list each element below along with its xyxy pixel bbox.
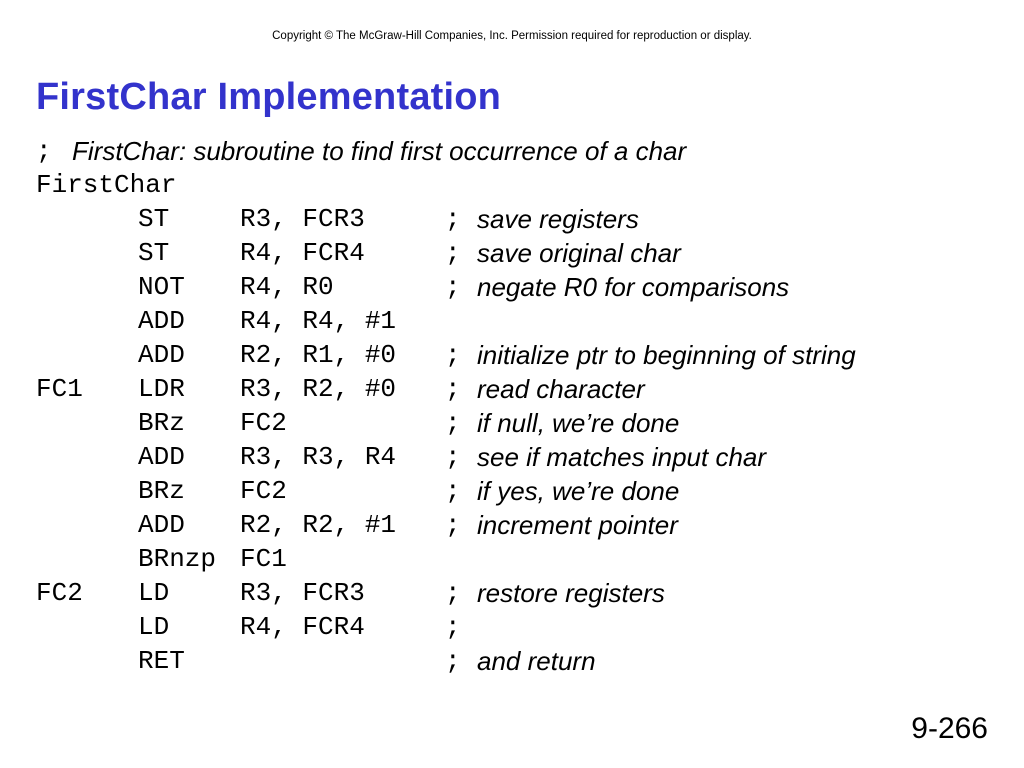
code-operands: FC1 — [240, 544, 287, 574]
code-operands: R4, R0 — [240, 272, 334, 302]
code-line — [36, 372, 856, 406]
code-semicolon: ; — [445, 408, 461, 438]
code-line — [36, 644, 856, 678]
code-operands: FC2 — [240, 476, 287, 506]
code-semicolon: ; — [445, 204, 461, 234]
code-opcode: BRz — [138, 408, 185, 438]
code-line — [36, 508, 856, 542]
code-semicolon: ; — [445, 340, 461, 370]
code-comment: negate R0 for comparisons — [477, 271, 790, 302]
code-operands: R3, FCR3 — [240, 578, 365, 608]
code-operands: R2, R1, #0 — [240, 340, 397, 370]
code-opcode: BRz — [138, 476, 185, 506]
code-operands: R4, R4, #1 — [240, 306, 397, 336]
code-semicolon: ; — [445, 374, 461, 404]
code-line — [36, 236, 856, 270]
code-line — [36, 474, 856, 508]
code-operands: R3, R2, #0 — [240, 374, 397, 404]
code-line — [36, 610, 856, 644]
code-label: FC1 — [36, 374, 83, 404]
code-semicolon: ; — [445, 442, 461, 472]
code-opcode: ADD — [138, 340, 185, 370]
code-operands: R3, FCR3 — [240, 204, 365, 234]
code-line — [36, 576, 856, 610]
code-comment: see if matches input char — [477, 441, 767, 472]
header-comment-line — [36, 134, 856, 168]
assembly-listing — [36, 134, 856, 678]
code-semicolon: ; — [445, 476, 461, 506]
code-opcode: NOT — [138, 272, 185, 302]
code-comment: if yes, we’re done — [477, 475, 680, 506]
code-line — [36, 202, 856, 236]
code-semicolon: ; — [445, 510, 461, 540]
code-line — [36, 304, 856, 338]
code-opcode: ADD — [138, 510, 185, 540]
code-comment: if null, we’re done — [477, 407, 680, 438]
code-opcode: LD — [138, 612, 170, 642]
code-comment: increment pointer — [477, 509, 678, 540]
code-opcode: BRnzp — [138, 544, 217, 574]
code-semicolon: ; — [445, 272, 461, 302]
code-operands: R4, FCR4 — [240, 612, 365, 642]
copyright-notice: Copyright © The McGraw-Hill Companies, Inc. Permission required for reproduction or display. — [272, 30, 752, 42]
code-semicolon: ; — [445, 238, 461, 268]
code-opcode: ST — [138, 204, 170, 234]
code-opcode: LD — [138, 578, 170, 608]
slide-title: FirstChar Implementation — [36, 76, 502, 118]
code-comment: save original char — [477, 237, 681, 268]
header-comment-text: FirstChar: subroutine to find first occurrence of a char — [72, 135, 687, 166]
code-comment: restore registers — [477, 577, 665, 608]
header-comment-semicolon: ; — [36, 136, 52, 166]
code-comment: read character — [477, 373, 645, 404]
code-opcode: ADD — [138, 442, 185, 472]
code-line — [36, 440, 856, 474]
code-line — [36, 406, 856, 440]
instruction-lines — [36, 202, 856, 678]
code-opcode: RET — [138, 646, 185, 676]
code-comment: save registers — [477, 203, 639, 234]
code-line — [36, 542, 856, 576]
page-number: 9-266 — [911, 712, 988, 745]
code-semicolon: ; — [445, 578, 461, 608]
code-operands: FC2 — [240, 408, 287, 438]
routine-label-line — [36, 168, 856, 202]
routine-label: FirstChar — [36, 170, 177, 200]
code-comment: initialize ptr to beginning of string — [477, 339, 856, 370]
code-semicolon: ; — [445, 646, 461, 676]
code-comment: and return — [477, 645, 596, 676]
code-label: FC2 — [36, 578, 83, 608]
code-operands: R4, FCR4 — [240, 238, 365, 268]
code-semicolon: ; — [445, 612, 461, 642]
code-line — [36, 270, 856, 304]
code-operands: R2, R2, #1 — [240, 510, 397, 540]
code-operands: R3, R3, R4 — [240, 442, 397, 472]
code-opcode: ST — [138, 238, 170, 268]
code-opcode: ADD — [138, 306, 185, 336]
code-opcode: LDR — [138, 374, 185, 404]
code-line — [36, 338, 856, 372]
